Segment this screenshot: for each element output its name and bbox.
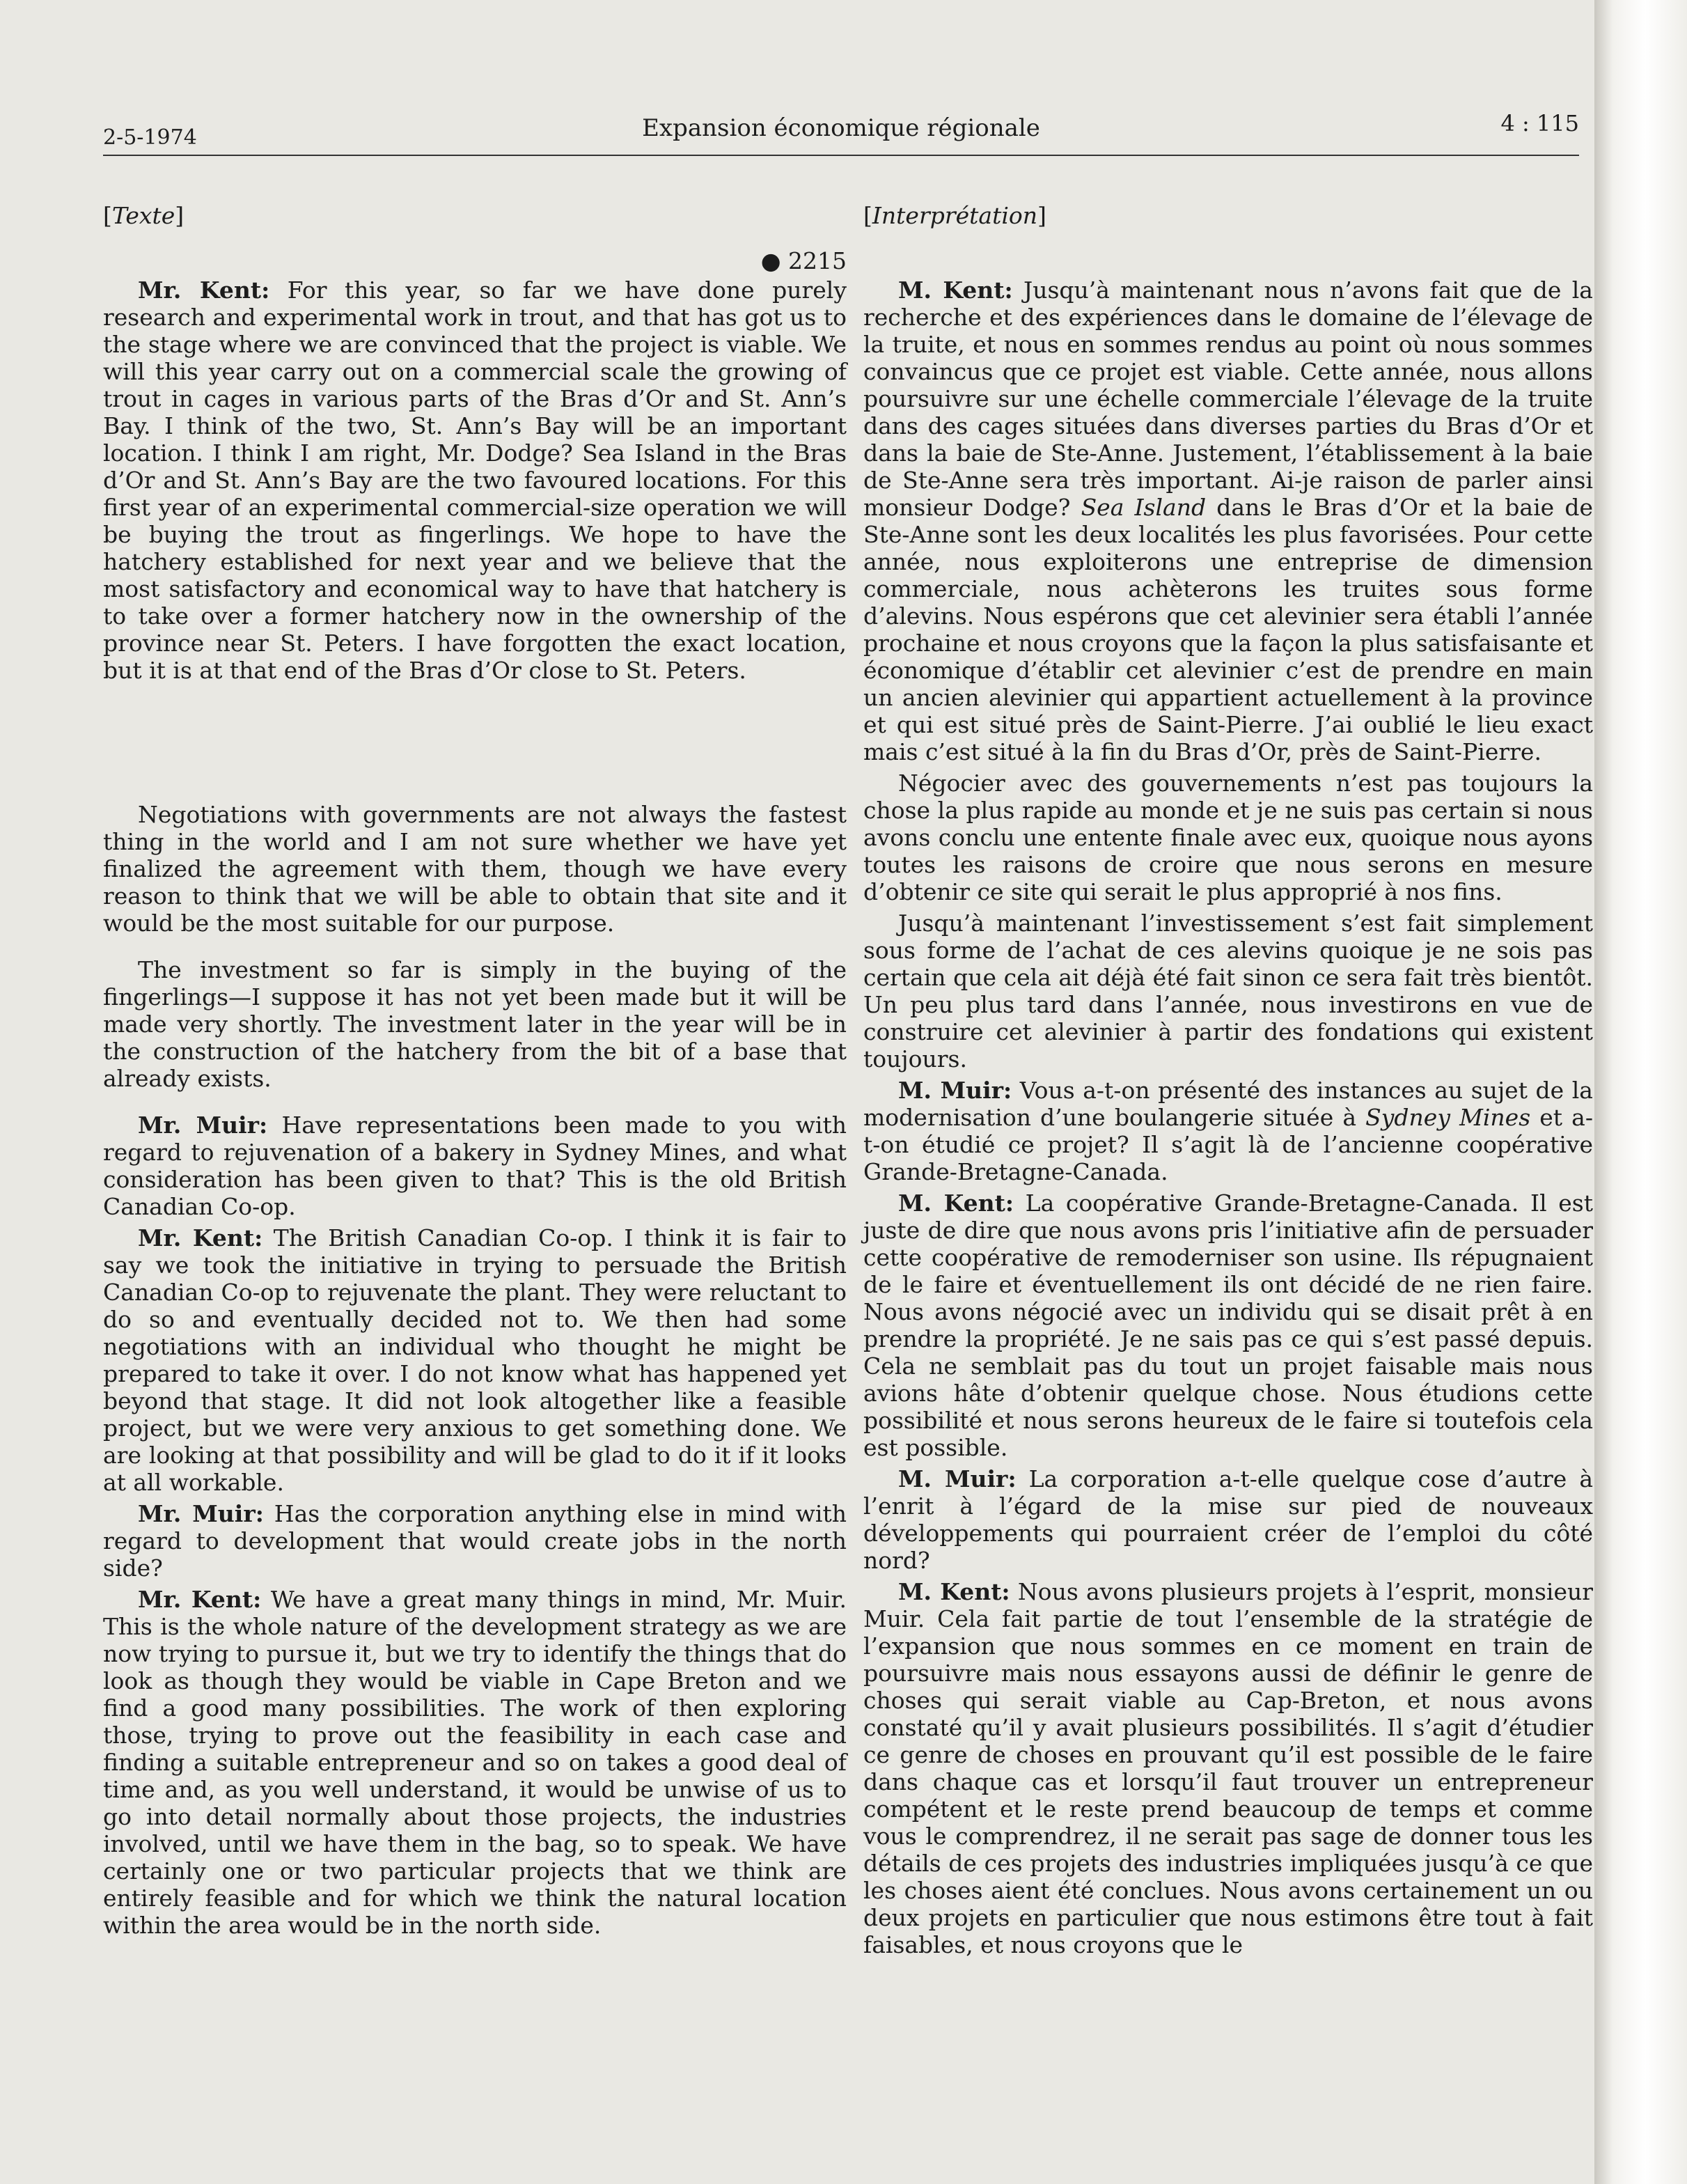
speaker-name: Mr. Muir:	[138, 1112, 268, 1139]
french-column	[863, 202, 1593, 1958]
header-page-number: 4 : 115	[1500, 110, 1579, 136]
paragraph: Mr. Kent: The British Canadian Co-op. I think it is fair to say we took the initiative in trying to persuade the British Canadian Co-op to rejuvenate the plant. They were reluctant to do so and eventually decided not to. We then had some negotiations with an individual who thought he might be prepared to take it over. I do not know what has happened yet beyond that stage. It did not look altogether like a feasible project, but we were very anxious to get something done. We are looking at that possibility and will be glad to do it if it looks at all workable.	[103, 1224, 847, 1496]
paragraph: M. Kent: La coopérative Grande-Bretagne-Canada. Il est juste de dire que nous avons pris l’initiative afin de persuader cette coopérative de remoderniser son usine. Ils répugnaient de le faire et éventuellement ils ont décidé de ne rien faire. Nous avons négocié avec un individu qui se disait prêt à en prendre la propriété. Je ne sais pas ce qui s’est passé depuis. Cela ne semblait pas du tout un projet faisable mais nous avions hâte d’obtenir quelque chose. Nous étudions cette possibilité et nous serons heureux de le faire si toutefois cela est possible.	[863, 1190, 1593, 1461]
speaker-name: Mr. Kent:	[138, 1586, 262, 1613]
speaker-name: M. Muir:	[898, 1077, 1012, 1104]
paragraph: M. Kent: Nous avons plusieurs projets à l’esprit, monsieur Muir. Cela fait partie de tout l’ensemble de la stratégie de l’expansion que nous sommes en ce moment en train de poursuivre mais nous essayons aussi de définir le genre de choses qui serait viable au Cap-Breton, et nous avons constaté qu’il y avait plusieurs possibilités. Il s’agit d’étudier ce genre de choses en prouvant qu’il est possible de le faire dans chaque cas et lorsqu’il faut trouver un entrepreneur compétent et le reste prend beaucoup de temps et comme vous le comprendrez, il ne serait pas sage de donner tous les détails de ces projets des industries impliquées jusqu’à ce que les choses aient été conclues. Nous avons certainement un ou deux projets en particulier que nous estimons être tout à fait faisables, et nous croyons que le	[863, 1578, 1593, 1958]
speaker-name: Mr. Muir:	[138, 1500, 264, 1527]
speaker-name: M. Kent:	[898, 1578, 1010, 1605]
paragraph: The investment so far is simply in the buying of the fingerlings—I suppose it has not yet been made but it will be made very shortly. The investment later in the year will be in the construction of the hatchery from the bit of a base that already exists.	[103, 956, 847, 1092]
speaker-name: M. Kent:	[898, 276, 1013, 304]
paragraph: Mr. Kent: We have a great many things in mind, Mr. Muir. This is the whole nature of the development strategy as we are now trying to pursue it, but we try to identify the things that do look as though they would be viable in Cape Breton and we find a good many possibilities. The work of then exploring those, trying to prove out the feasibility in each case and finding a suitable entrepreneur and so on takes a good deal of time and, as you well understand, it would be unwise of us to go into detail normally about those projects, the industries involved, until we have them in the bag, so to speak. We have certainly one or two particular projects that we think are entirely feasible and for which we think the natural location within the area would be in the north side.	[103, 1586, 847, 1939]
paragraph: Négocier avec des gouvernements n’est pas toujours la chose la plus rapide au monde et je ne suis pas certain si nous avons conclu une entente finale avec eux, quoique nous ayons toutes les raisons de croire que nous serons en mesure d’obtenir ce site qui serait le plus approprié à nos fins.	[863, 770, 1593, 905]
paragraph: Mr. Kent: For this year, so far we have done purely research and experimental work in trout, and that has got us to the stage where we are convinced that the project is viable. We will this year carry out on a commercial scale the growing of trout in cages in various parts of the Bras d’Or and St. Ann’s Bay. I think of the two, St. Ann’s Bay will be an important location. I think I am right, Mr. Dodge? Sea Island in the Bras d’Or and St. Ann’s Bay are the two favoured locations. For this first year of an experimental commercial-size operation we will be buying the trout as fingerlings. We hope to have the hatchery established for next year and we believe that the most satisfactory and economical way to have that hatchery is to take over a former hatchery now in the ownership of the province near St. Peters. I have forgotten the exact location, but it is at that end of the Bras d’Or close to St. Peters.	[103, 276, 847, 684]
header-title: Expansion économique régionale	[642, 114, 1040, 142]
header-date: 2-5-1974	[103, 125, 197, 150]
speaker-name: M. Muir:	[898, 1465, 1017, 1492]
paragraph: Mr. Muir: Has the corporation anything else in mind with regard to development that would create jobs in the north side?	[103, 1500, 847, 1582]
paragraph: M. Kent: Jusqu’à maintenant nous n’avons fait que de la recherche et des expériences dans le domaine de l’élevage de la truite, et nous en sommes rendus au point où nous sommes convaincus que ce projet est viable. Cette année, nous allons poursuivre sur une échelle commerciale l’élevage de la truite dans des cages situées dans diverses parties du Bras d’Or et dans la baie de Ste-Anne. Justement, l’établissement à la baie de Ste-Anne sera très important. Ai-je raison de parler ainsi monsieur Dodge? Sea Island dans le Bras d’Or et la baie de Ste-Anne sont les deux localités les plus favorisées. Pour cette année, nous exploiterons une entreprise de dimension commerciale, nous achèterons les truites sous forme d’alevins. Nous espérons que cet alevinier sera établi l’année prochaine et nous croyons que la façon la plus satisfaisante et économique d’établir cet alevinier c’est de prendre en main un ancien alevinier qui appartient actuellement à la province et qui est situé près de Saint-Pierre. J’ai oublié le lieu exact mais c’est situé à la fin du Bras d’Or, près de Saint-Pierre.	[863, 276, 1593, 765]
time-marker: ● 2215	[760, 247, 847, 274]
page-header	[103, 104, 1579, 156]
speaker-name: Mr. Kent:	[138, 276, 270, 304]
paragraph: M. Muir: Vous a-t-on présenté des instances au sujet de la modernisation d’une boulangerie située à Sydney Mines et a-t-on étudié ce projet? Il s’agit là de l’ancienne coopérative Grande-Bretagne-Canada.	[863, 1077, 1593, 1185]
english-column	[103, 202, 847, 1939]
speaker-name: Mr. Kent:	[138, 1224, 263, 1251]
speaker-name: M. Kent:	[898, 1190, 1014, 1217]
column-spacer	[863, 247, 1593, 276]
paragraph: Mr. Muir: Have representations been made to you with regard to rejuvenation of a bakery in Sydney Mines, and what consideration has been given to that? This is the old British Canadian Co-op.	[103, 1112, 847, 1220]
page-edge	[1594, 0, 1687, 2184]
paragraph: Negotiations with governments are not always the fastest thing in the world and I am not sure whether we have yet finalized the agreement with them, though we have every reason to think that we will be able to obtain that site and it would be the most suitable for our purpose.	[103, 801, 847, 937]
section-label-interpretation: [Interprétation]	[863, 202, 1046, 229]
paragraph: M. Muir: La corporation a-t-elle quelque cose d’autre à l’enrit à l’égard de la mise sur pied de nouveaux développements qui pourraient créer de l’emploi du côté nord?	[863, 1465, 1593, 1574]
paragraph: Jusqu’à maintenant l’investissement s’est fait simplement sous forme de l’achat de ces alevins quoique je ne sois pas certain que cela ait déjà été fait sinon ce sera fait très bientôt. Un peu plus tard dans l’année, nous investirons en vue de construire cet alevinier à partir des fondations qui existent toujours.	[863, 910, 1593, 1072]
section-label-texte: [Texte]	[103, 202, 185, 229]
